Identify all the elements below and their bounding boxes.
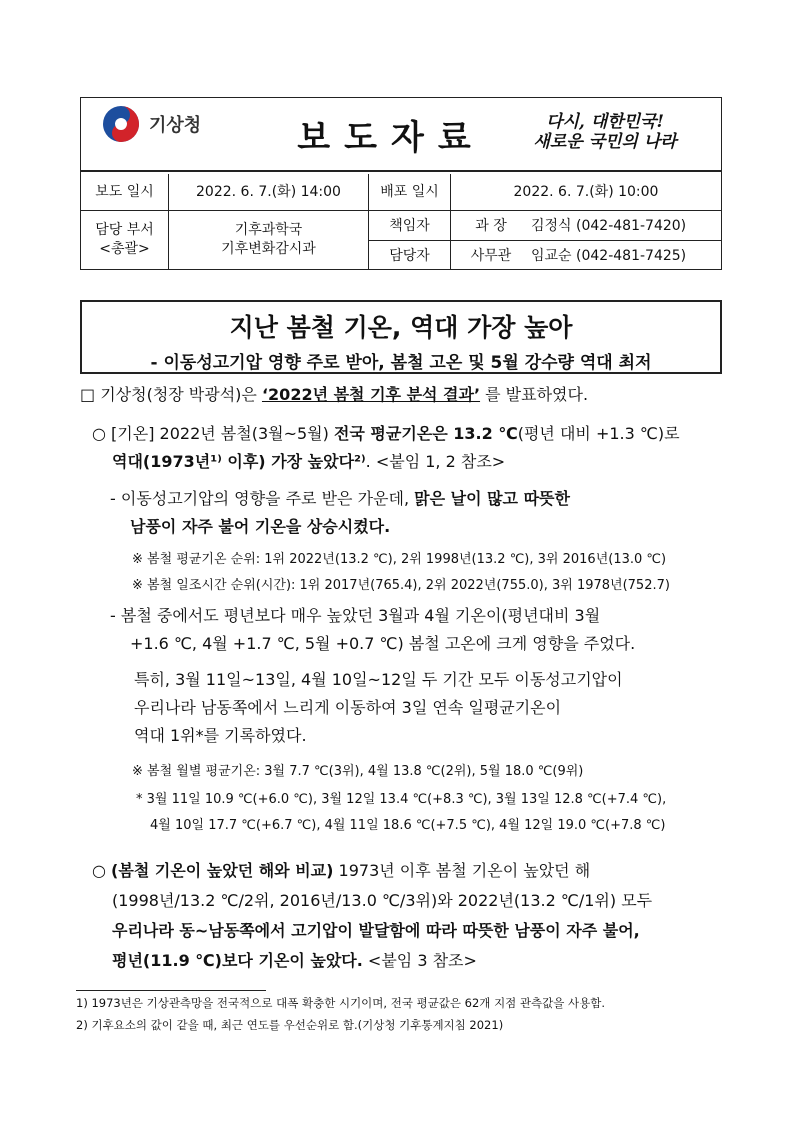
note-sunshine-rank: ※ 봄철 일조시간 순위(시간): 1위 2017년(765.4), 2위 2022년(755.0), 3위 1978년(752.7): [132, 578, 670, 593]
role-staff: 담당자: [389, 247, 430, 264]
headline-subtitle: - 이동성고기압 영향 주로 받아, 봄철 고온 및 5월 강수량 역대 최저: [150, 353, 652, 373]
press-header: [80, 97, 722, 270]
contact-staff: 사무관 임교순 (042-481-7425): [470, 247, 687, 264]
intro-paragraph: □ 기상청(청장 박광석)은 ‘2022년 봄철 기후 분석 결과’ 를 발표하였다.: [80, 385, 589, 404]
note-monthly-temp: ※ 봄철 월별 평균기온: 3월 7.7 ℃(3위), 4월 13.8 ℃(2위), 5월 18.0 ℃(9위): [132, 764, 584, 779]
footnote-1: 1) 1973년은 기상관측망을 전국적으로 대폭 확충한 시기이며, 전국 평균값은 62개 지점 관측값을 사용함.: [76, 996, 606, 1010]
slogan-line1: 다시, 대한민국!: [546, 112, 664, 132]
dept-value: 기후과학국 기후변화감시과: [169, 211, 369, 269]
detail-line1: 특히, 3월 11일~13일, 4월 10일~12일 두 기간 모두 이동성고기압이: [134, 670, 623, 689]
release-label: 보도 일시: [81, 174, 169, 210]
footnote-divider: [76, 990, 266, 991]
dash-item1-line2: 남풍이 자주 불어 기온을 상승시켰다.: [130, 517, 391, 536]
slogan: [525, 112, 685, 152]
note-daily-temp2: 4월 10일 17.7 ℃(+6.7 ℃), 4월 11일 18.6 ℃(+7.5 ℃), 4월 12일 19.0 ℃(+7.8 ℃): [150, 818, 666, 833]
note-daily-temp1: * 3월 11일 10.9 ℃(+6.0 ℃), 3월 12일 13.4 ℃(+8.3 ℃), 3월 13일 12.8 ℃(+7.4 ℃),: [136, 792, 667, 807]
dash-item2-line1: - 봄철 중에서도 평년보다 매우 높았던 3월과 4월 기온이(평년대비 3월: [110, 606, 601, 625]
page-title: 보도자료: [297, 118, 485, 158]
contact-row: [81, 211, 721, 269]
headline-box: [80, 300, 722, 374]
compare-paragraph-line1: ○ (봄철 기온이 높았던 해와 비교) 1973년 이후 봄철 기온이 높았던 해: [92, 861, 591, 880]
dash-item2-line2: +1.6 ℃, 4월 +1.7 ℃, 5월 +0.7 ℃) 봄철 고온에 크게 영향을 주었다.: [130, 634, 636, 653]
dept-label: 담당 부서 <총괄>: [81, 211, 169, 269]
temp-paragraph-line2: 역대(1973년¹⁾ 이후) 가장 높았다²⁾. <붙임 1, 2 참조>: [112, 452, 506, 471]
contact-chief: 과 장 김정식 (042-481-7420): [451, 211, 721, 241]
logo-text: 기상청: [149, 115, 202, 136]
taegeuk-logo-icon: [101, 104, 141, 144]
compare-paragraph-line2: (1998년/13.2 ℃/2위, 2016년/13.0 ℃/3위)와 2022년(13.2 ℃/1위) 모두: [112, 891, 653, 910]
detail-line2: 우리나라 남동쪽에서 느리게 이동하여 3일 연속 일평균기온이: [134, 698, 562, 717]
distribution-label: 배포 일시: [369, 174, 451, 210]
role-chief: 책임자: [369, 211, 450, 241]
temp-paragraph-line1: ○ [기온] 2022년 봄철(3월~5월) 전국 평균기온은 13.2 ℃(평년 대비 +1.3 ℃)로: [92, 424, 680, 443]
compare-paragraph-line4: 평년(11.9 ℃)보다 기온이 높았다. <붙임 3 참조>: [112, 951, 477, 970]
kma-logo: [101, 104, 221, 144]
distribution-value: 2022. 6. 7.(화) 10:00: [513, 183, 659, 200]
footnote-2: 2) 기후요소의 값이 같을 때, 최근 연도를 우선순위로 함.(기상청 기후통계지침 2021): [76, 1018, 504, 1032]
contacts: [451, 211, 721, 269]
header-top: [81, 98, 721, 172]
role-labels: [369, 211, 451, 269]
note-spring-rank: ※ 봄철 평균기온 순위: 1위 2022년(13.2 ℃), 2위 1998년(13.2 ℃), 3위 2016년(13.0 ℃): [132, 552, 667, 567]
dash-item1-line1: - 이동성고기압의 영향을 주로 받은 가운데, 맑은 날이 많고 따뜻한: [110, 489, 570, 508]
headline-title: 지난 봄철 기온, 역대 가장 높아: [229, 313, 573, 342]
release-date-row: [81, 174, 721, 211]
slogan-line2: 새로운 국민의 나라: [533, 132, 677, 152]
compare-paragraph-line3: 우리나라 동~남동쪽에서 고기압이 발달함에 따라 따뜻한 남풍이 자주 불어,: [112, 921, 640, 940]
release-value: 2022. 6. 7.(화) 14:00: [169, 174, 369, 210]
detail-line3: 역대 1위*를 기록하였다.: [134, 726, 307, 745]
